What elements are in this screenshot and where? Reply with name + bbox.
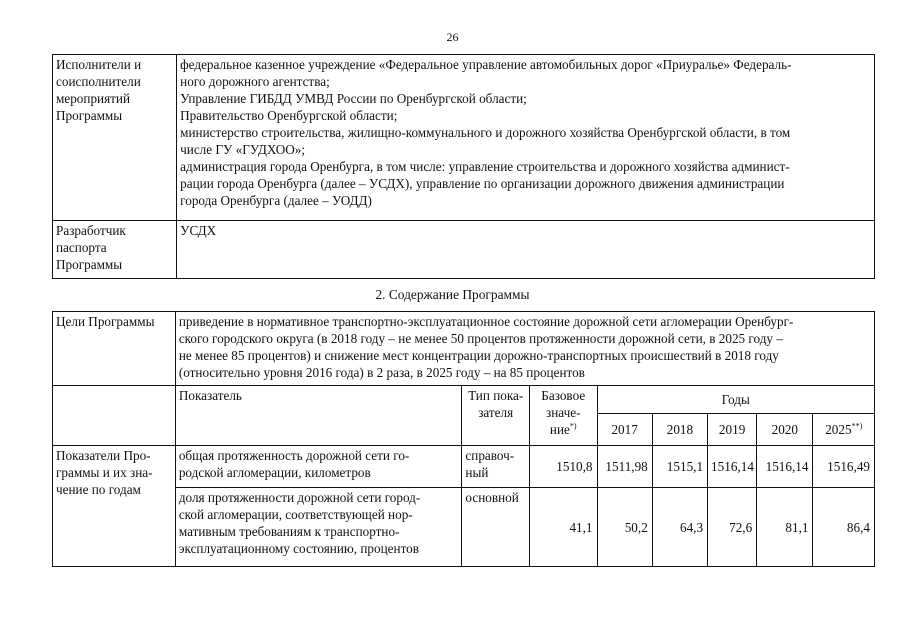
header-base-value: Базовое значе- ние*)	[529, 386, 597, 446]
row-content-developer: УСДХ	[177, 221, 875, 279]
footnote-marker: *)	[569, 421, 577, 431]
year-value: 1511,98	[597, 446, 652, 488]
year-value: 86,4	[813, 488, 875, 567]
year-value: 1516,14	[708, 446, 757, 488]
table-row	[53, 488, 875, 567]
program-content-table	[52, 311, 875, 567]
header-empty-cell	[53, 386, 176, 446]
header-year: 2018	[652, 414, 707, 446]
indicator-name: доля протяженности дорожной сети город- ской агломерации, соответствующей нор- мативным требованиям к транспортно- эксплуатационному состоянию, процентов	[175, 488, 462, 567]
indicators-label: Показатели Про- граммы и их зна- чение по годам	[53, 446, 176, 567]
header-years: Годы	[597, 386, 874, 414]
footnote-marker: **)	[851, 421, 863, 431]
goals-label: Цели Программы	[53, 312, 176, 386]
passport-table	[52, 54, 875, 279]
header-year-last: 2025**)	[813, 414, 875, 446]
header-year: 2019	[708, 414, 757, 446]
row-content-executors: федеральное казенное учреждение «Федеральное управление автомобильных дорог «Приуралье» Федераль- ного дорожного агентства; Управление ГИБДД УМВД России по Оренбургской области; Правительство Оренбургской области; министерство строительства, жилищно-коммунального и дорожного хозяйства Оренбургской области, в том числе ГУ «ГУДХОО»; администрация города Оренбурга, в том числе: управление строительства и дорожного хозяйства админист- рации города Оренбурга (далее – УСДХ), управление по организации дорожного движения администрации города Оренбурга (далее – УОДД)	[177, 55, 875, 221]
section-title: 2. Содержание Программы	[375, 287, 530, 302]
table-header-row	[53, 386, 875, 414]
header-year: 2020	[757, 414, 813, 446]
header-type: Тип пока- зателя	[462, 386, 530, 446]
year-value: 81,1	[757, 488, 813, 567]
goals-content: приведение в нормативное транспортно-эксплуатационное состояние дорожной сети агломерации Оренбург- ского городского округа (в 2018 году – не менее 50 процентов протяженности дорожной сети, в 2025 году – не менее 85 процентов) и снижение мест концентрации дорожно-транспортных происшествий в 2018 году (относительно уровня 2016 года) в 2 раза, в 2025 году – на 85 процентов	[175, 312, 874, 386]
year-value: 1515,1	[652, 446, 707, 488]
page-number: 26	[446, 30, 459, 44]
header-indicator: Показатель	[175, 386, 462, 446]
indicator-name: общая протяженность дорожной сети го- родской агломерации, километров	[175, 446, 462, 488]
table-row	[53, 55, 875, 221]
row-label-executors: Исполнители и соисполнители мероприятий Программы	[53, 55, 177, 221]
indicator-type: основной	[462, 488, 530, 567]
row-label-developer: Разработчик паспорта Программы	[53, 221, 177, 279]
year-value: 64,3	[652, 488, 707, 567]
year-value: 1516,49	[813, 446, 875, 488]
year-value: 72,6	[708, 488, 757, 567]
table-row	[53, 221, 875, 279]
base-value: 41,1	[529, 488, 597, 567]
table-row	[53, 446, 875, 488]
year-value: 50,2	[597, 488, 652, 567]
base-value: 1510,8	[529, 446, 597, 488]
header-year: 2017	[597, 414, 652, 446]
indicator-type: справоч- ный	[462, 446, 530, 488]
year-value: 1516,14	[757, 446, 813, 488]
table-row	[53, 312, 875, 386]
